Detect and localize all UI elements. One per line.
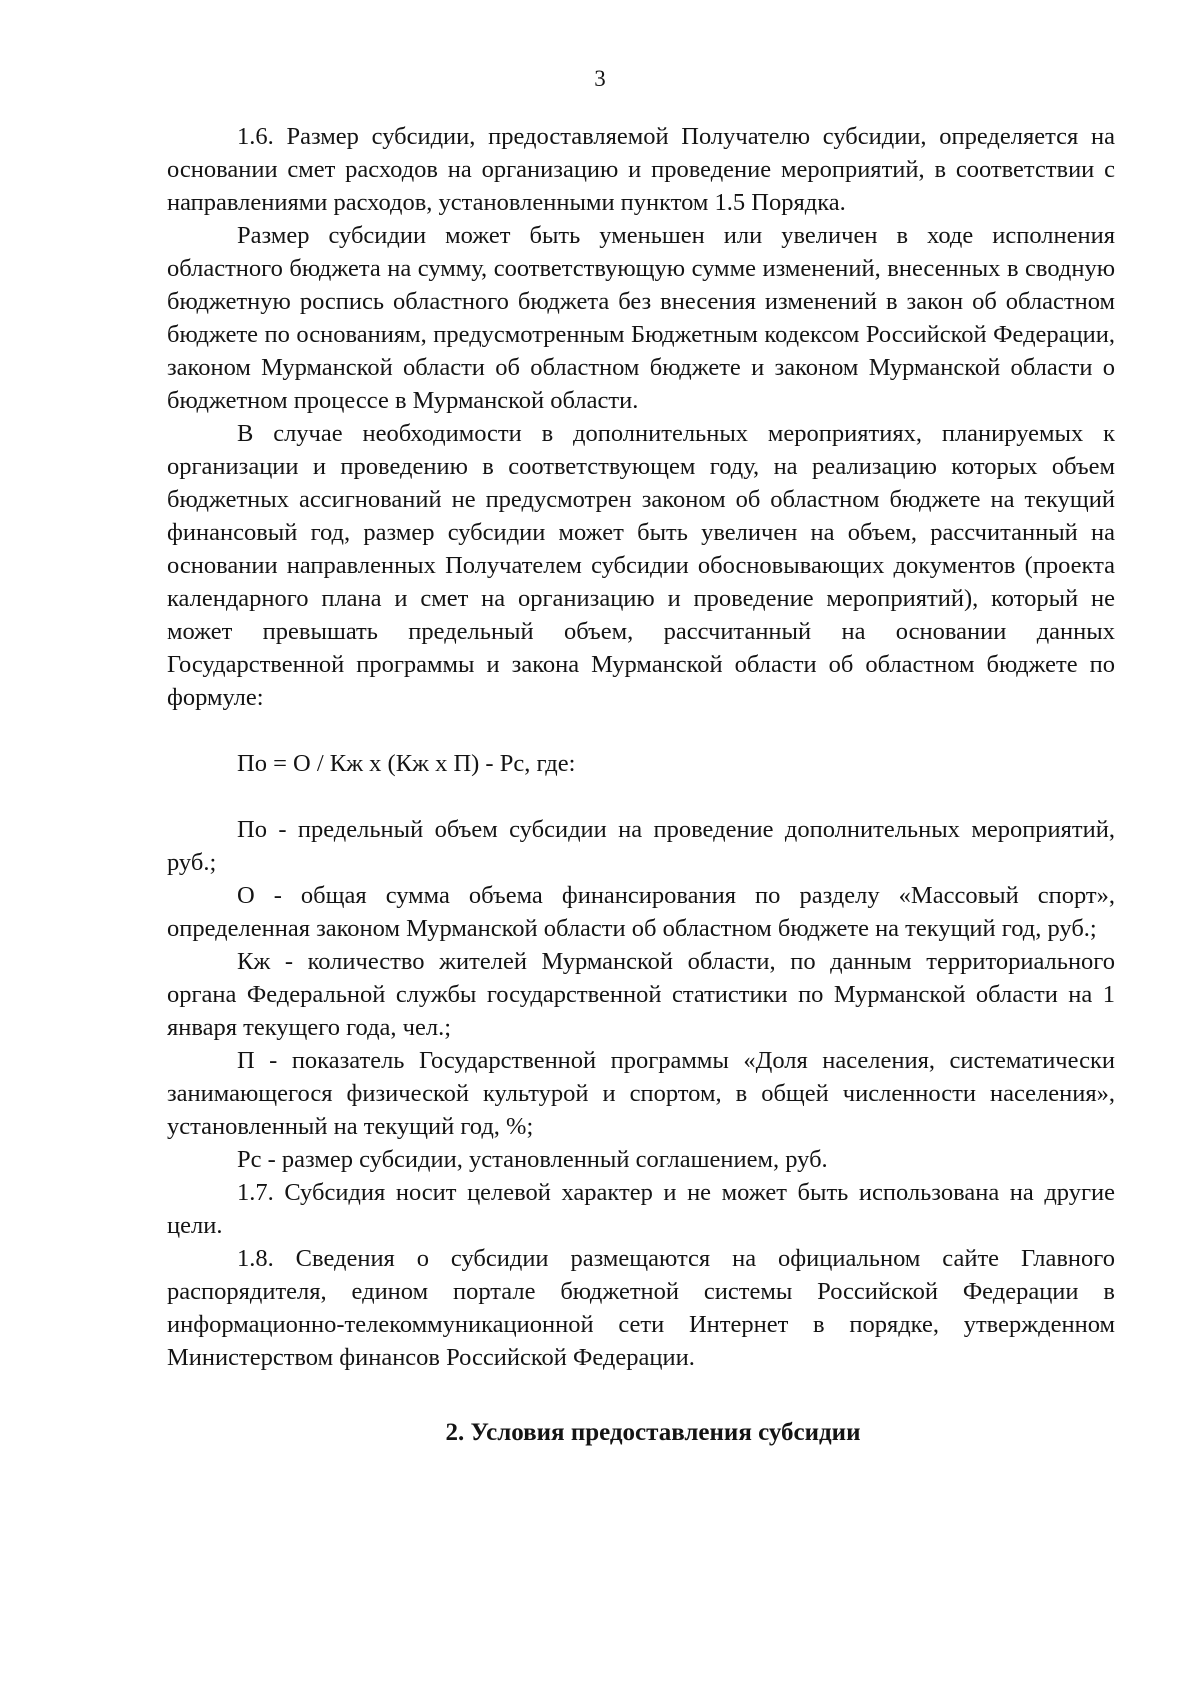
definition-kzh: Кж - количество жителей Мурманской области, по данным территориального органа Федеральной службы государственной статистики по Мурманской области на 1 января текущего года, чел.; <box>167 948 1115 1041</box>
definition-rs: Рс - размер субсидии, установленный соглашением, руб. <box>237 1146 828 1173</box>
section-heading: 2. Условия предоставления субсидии <box>445 1419 861 1446</box>
paragraph-1-8: 1.8. Сведения о субсидии размещаются на официальном сайте Главного распорядителя, едином портале бюджетной системы Российской Федерации в информационно-телекоммуникационной сети Интернет в порядке, утвержденном Министерством финансов Российской Федерации. <box>167 1245 1115 1371</box>
paragraph-additional-events: В случае необходимости в дополнительных мероприятиях, планируемых к организации и проведению в соответствующем году, на реализацию которых объем бюджетных ассигнований не предусмотрен законом об областном бюджете на текущий финансовый год, размер субсидии может быть увеличен на объем, рассчитанный на основании направленных Получателем субсидии обосновывающих документов (проекта календарного плана и смет на организацию и проведение мероприятий), который не может превышать предельный объем, рассчитанный на основании данных Государственной программы и закона Мурманской области об областном бюджете по формуле: <box>167 420 1115 711</box>
paragraph-1-6: 1.6. Размер субсидии, предоставляемой Получателю субсидии, определяется на основании смет расходов на организацию и проведение мероприятий, в соответствии с направлениями расходов, установленными пунктом 1.5 Порядка. <box>167 123 1115 216</box>
page-number: 3 <box>594 66 606 91</box>
definition-o: О - общая сумма объема финансирования по разделу «Массовый спорт», определенная законом Мурманской области об областном бюджете на текущий год, руб.; <box>167 882 1115 942</box>
formula: По = О / Кж х (Кж х П) - Рс, где: <box>237 750 576 777</box>
paragraph-1-7: 1.7. Субсидия носит целевой характер и не может быть использована на другие цели. <box>167 1179 1115 1239</box>
definition-p: П - показатель Государственной программы «Доля населения, систематически занимающегося физической культурой и спортом, в общей численности населения», установленный на текущий год, %; <box>167 1047 1115 1140</box>
spacer <box>167 780 1115 813</box>
document-body <box>167 120 1115 1449</box>
definition-po: По - предельный объем субсидии на проведение дополнительных мероприятий, руб.; <box>167 816 1115 876</box>
spacer <box>167 714 1115 747</box>
paragraph-subsidy-change: Размер субсидии может быть уменьшен или увеличен в ходе исполнения областного бюджета на сумму, соответствующую сумме изменений, внесенных в сводную бюджетную роспись областного бюджета без внесения изменений в закон об областном бюджете по основаниям, предусмотренным Бюджетным кодексом Российской Федерации, законом Мурманской области об областном бюджете и законом Мурманской области о бюджетном процессе в Мурманской области. <box>167 222 1115 414</box>
